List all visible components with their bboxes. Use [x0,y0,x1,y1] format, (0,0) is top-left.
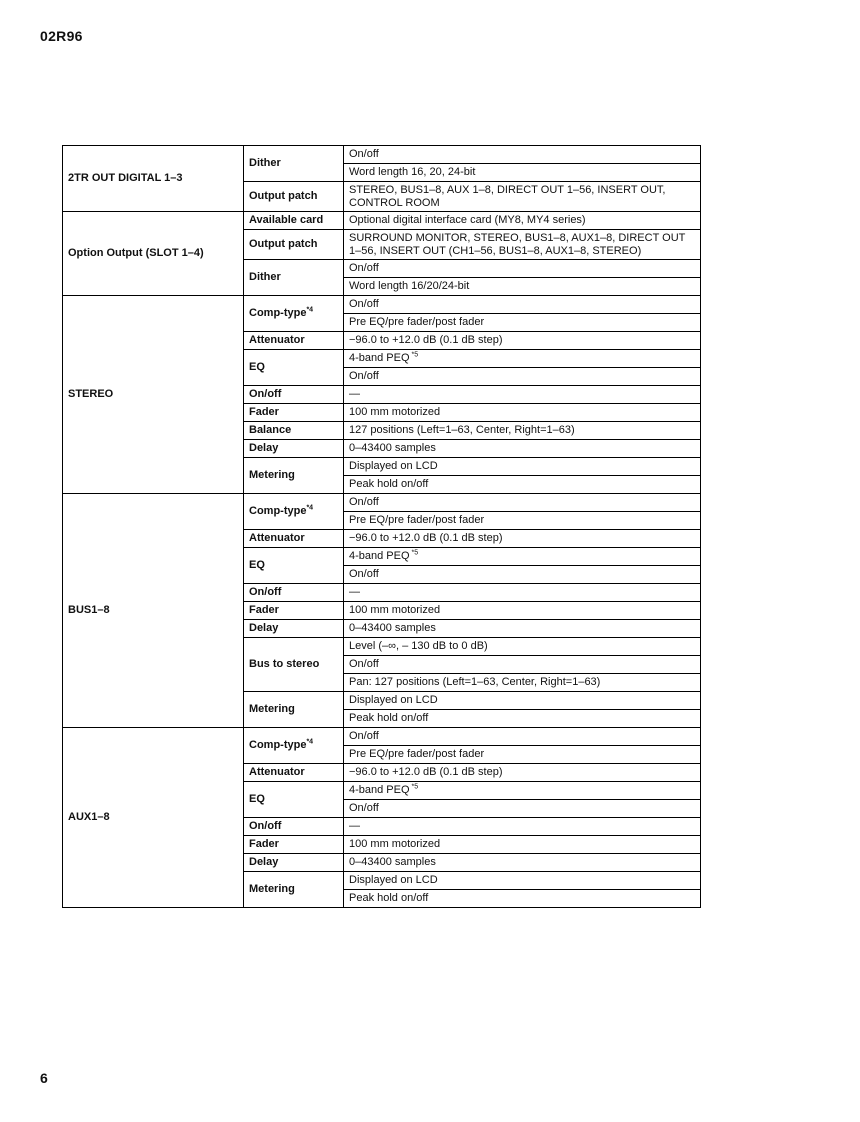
param-value [344,692,701,710]
param-label-text: On/off [249,820,282,832]
param-label-text: Delay [249,622,279,634]
param-label [244,872,344,908]
param-label-text: Attenuator [249,532,305,544]
param-value-text: STEREO, BUS1–8, AUX 1–8, DIRECT OUT 1–56, INSERT OUT, CONTROL ROOM [349,183,666,209]
param-value-text: On/off [349,730,379,742]
param-label-text: EQ [249,793,265,805]
param-label [244,818,344,836]
param-label [244,602,344,620]
param-label-text: EQ [249,361,265,373]
page-number: 6 [40,1070,48,1086]
param-value-text: Pre EQ/pre fader/post fader [349,316,485,328]
param-label-text: Output patch [249,190,318,202]
param-value [344,494,701,512]
param-value-text: Displayed on LCD [349,874,438,886]
param-value-text: On/off [349,802,379,814]
param-value [344,368,701,386]
section-name: 2TR OUT DIGITAL 1–3 [63,146,244,212]
param-label-text: Delay [249,856,279,868]
param-value-text: — [349,820,360,832]
param-value [344,710,701,728]
spec-table [62,145,701,908]
param-label-text: On/off [249,388,282,400]
param-value-text: Pre EQ/pre fader/post fader [349,748,485,760]
param-label [244,764,344,782]
param-value [344,746,701,764]
param-label [244,350,344,386]
param-label-text: Fader [249,604,279,616]
param-value [344,656,701,674]
param-value [344,278,701,296]
param-value-text: 4-band PEQ [349,352,410,364]
param-value-text: Displayed on LCD [349,694,438,706]
param-value [344,314,701,332]
section-name: Option Output (SLOT 1–4) [63,212,244,296]
param-label [244,440,344,458]
param-value [344,422,701,440]
param-value-text: 0–43400 samples [349,622,436,634]
param-value [344,890,701,908]
param-value-text: Optional digital interface card (MY8, MY4 series) [349,214,586,226]
param-value-text: On/off [349,298,379,310]
param-value [344,146,701,164]
param-value [344,212,701,230]
param-value [344,386,701,404]
param-label [244,854,344,872]
param-value-text: Peak hold on/off [349,478,429,490]
param-value-text: Word length 16/20/24-bit [349,280,470,292]
param-value-text: On/off [349,568,379,580]
param-label-text: Metering [249,883,295,895]
param-value-text: Level (–∞, – 130 dB to 0 dB) [349,640,488,652]
section-name: AUX1–8 [63,728,244,908]
param-value [344,728,701,746]
param-value-text: 127 positions (Left=1–63, Center, Right=1–63) [349,424,575,436]
param-value [344,800,701,818]
param-value-text: −96.0 to +12.0 dB (0.1 dB step) [349,532,503,544]
footnote-ref: *5 [409,351,419,359]
param-label [244,332,344,350]
param-label [244,182,344,212]
param-label [244,260,344,296]
param-label-text: Comp-type [249,505,307,517]
param-value-text: Word length 16, 20, 24-bit [349,166,476,178]
footnote-ref: *4 [306,738,314,746]
param-label-text: Comp-type [249,739,307,751]
param-value-text: Peak hold on/off [349,892,429,904]
section-name: BUS1–8 [63,494,244,728]
param-value-text: SURROUND MONITOR, STEREO, BUS1–8, AUX1–8, DIRECT OUT 1–56, INSERT OUT (CH1–56, BUS1–8, AUX1–8, STEREO) [349,231,686,257]
param-value [344,350,701,368]
param-value-text: −96.0 to +12.0 dB (0.1 dB step) [349,334,503,346]
param-value [344,836,701,854]
param-label [244,548,344,584]
param-value [344,782,701,800]
param-value [344,548,701,566]
param-value [344,512,701,530]
param-value-text: — [349,388,360,400]
param-value-text: 0–43400 samples [349,856,436,868]
param-label [244,584,344,602]
param-label-text: Balance [249,424,292,436]
param-value-text: 4-band PEQ [349,550,410,562]
param-label-text: Output patch [249,238,318,250]
param-value-text: On/off [349,370,379,382]
param-value-text: Displayed on LCD [349,460,438,472]
param-label [244,458,344,494]
param-label-text: Attenuator [249,766,305,778]
table-row [63,728,701,746]
param-value-text: −96.0 to +12.0 dB (0.1 dB step) [349,766,503,778]
param-label-text: Attenuator [249,334,305,346]
param-value [344,182,701,212]
param-label-text: Available card [249,214,324,226]
param-value-text: Peak hold on/off [349,712,429,724]
param-value [344,872,701,890]
footnote-ref: *5 [409,783,419,791]
param-value [344,674,701,692]
param-value [344,854,701,872]
param-label-text: Dither [249,271,281,283]
param-value-text: 4-band PEQ [349,784,410,796]
param-label-text: Metering [249,703,295,715]
param-value [344,404,701,422]
param-value [344,602,701,620]
param-value [344,620,701,638]
param-label [244,494,344,530]
param-value [344,476,701,494]
param-value [344,164,701,182]
param-label [244,146,344,182]
param-label [244,782,344,818]
param-value [344,584,701,602]
param-label-text: EQ [249,559,265,571]
param-value-text: 100 mm motorized [349,406,441,418]
param-value-text: Pan: 127 positions (Left=1–63, Center, Right=1–63) [349,676,601,688]
param-label [244,530,344,548]
param-label [244,638,344,692]
param-label-text: Bus to stereo [249,658,320,670]
param-label [244,836,344,854]
param-value-text: 100 mm motorized [349,604,441,616]
param-value [344,764,701,782]
param-value-text: Pre EQ/pre fader/post fader [349,514,485,526]
param-label-text: Comp-type [249,307,307,319]
param-value [344,230,701,260]
param-value-text: 0–43400 samples [349,442,436,454]
spec-table-body [63,146,701,908]
param-label-text: On/off [249,586,282,598]
param-label-text: Dither [249,157,281,169]
param-value-text: On/off [349,658,379,670]
footnote-ref: *5 [409,549,419,557]
param-label-text: Fader [249,838,279,850]
param-label-text: Fader [249,406,279,418]
param-label [244,230,344,260]
footnote-ref: *4 [306,504,314,512]
param-value [344,818,701,836]
table-row [63,296,701,314]
param-value [344,260,701,278]
param-label [244,404,344,422]
param-value [344,458,701,476]
param-label [244,422,344,440]
param-value-text: On/off [349,496,379,508]
param-value [344,530,701,548]
table-row [63,494,701,512]
section-name: STEREO [63,296,244,494]
page-header: 02R96 [40,28,83,44]
param-value-text: On/off [349,262,379,274]
param-label-text: Delay [249,442,279,454]
param-value [344,296,701,314]
param-value-text: — [349,586,360,598]
param-label [244,728,344,764]
table-row [63,212,701,230]
param-value [344,440,701,458]
param-value-text: 100 mm motorized [349,838,441,850]
param-label [244,620,344,638]
param-label [244,296,344,332]
param-label [244,212,344,230]
param-label [244,692,344,728]
param-label [244,386,344,404]
param-value-text: On/off [349,148,379,160]
param-value [344,332,701,350]
footnote-ref: *4 [306,306,314,314]
table-row [63,146,701,164]
param-value [344,566,701,584]
param-label-text: Metering [249,469,295,481]
param-value [344,638,701,656]
